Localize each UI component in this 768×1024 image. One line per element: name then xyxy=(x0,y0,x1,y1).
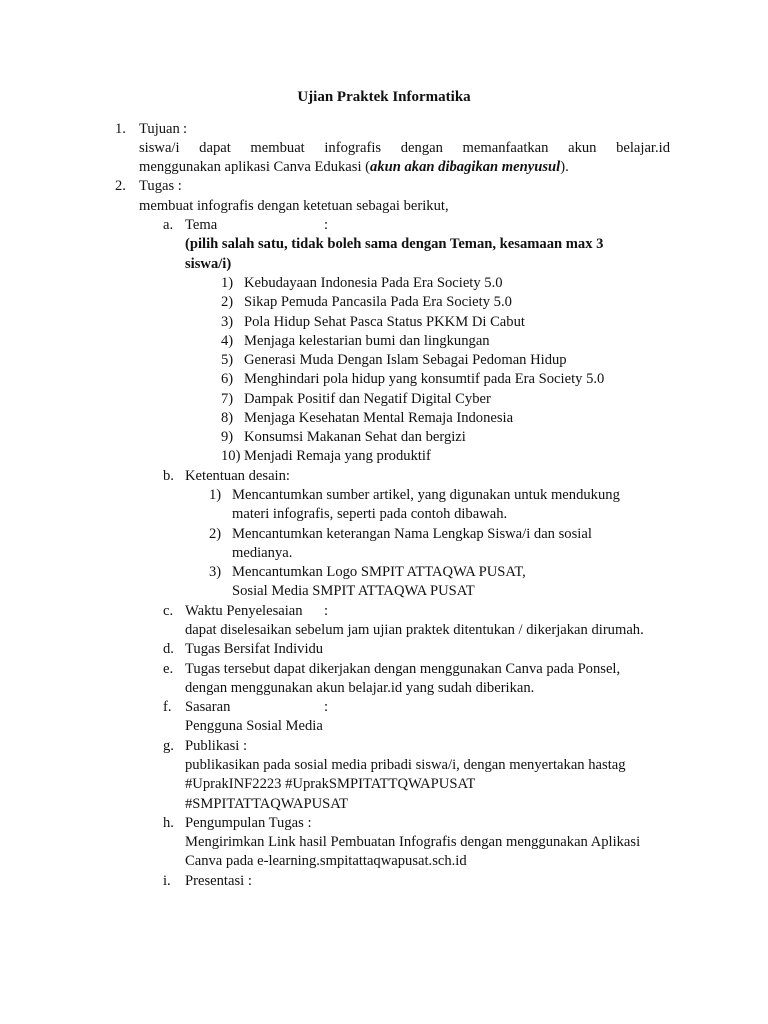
item-d-label: Tugas Bersifat Individu xyxy=(185,641,324,657)
section-1-colon: : xyxy=(183,121,188,137)
design-rule-line-1: Mencantumkan Logo SMPIT ATTAQWA PUSAT, xyxy=(232,564,526,580)
section-1-line-2-end: ). xyxy=(560,159,569,175)
design-rule-line-1: Mencantumkan sumber artikel, yang digunakan untuk mendukung xyxy=(232,487,620,503)
theme-text: Generasi Muda Dengan Islam Sebagai Pedoman Hidup xyxy=(244,352,567,368)
section-1-number: 1. xyxy=(115,121,126,137)
theme-text: Pola Hidup Sehat Pasca Status PKKM Di Cabut xyxy=(244,314,525,330)
design-rule-line-2: medianya. xyxy=(232,545,293,561)
section-1-line-2-text: menggunakan aplikasi Canva Edukasi ( xyxy=(139,159,371,175)
item-i-label: Presentasi : xyxy=(185,873,252,889)
item-i-letter: i. xyxy=(163,873,171,889)
section-2-intro: membuat infografis dengan ketetuan sebagai berikut, xyxy=(139,198,449,214)
theme-number: 7) xyxy=(221,391,234,407)
item-h-letter: h. xyxy=(163,815,174,831)
item-e-line-1: Tugas tersebut dapat dikerjakan dengan menggunakan Canva pada Ponsel, xyxy=(185,661,621,677)
item-h-line-1: Mengirimkan Link hasil Pembuatan Infografis dengan menggunakan Aplikasi xyxy=(185,834,641,850)
document-title: Ujian Praktek Informatika xyxy=(297,89,471,105)
item-h-label: Pengumpulan Tugas : xyxy=(185,815,312,831)
section-1-line-2 xyxy=(139,158,569,177)
item-d-letter: d. xyxy=(163,641,174,657)
theme-number: 1) xyxy=(221,275,234,291)
item-c-label: Waktu Penyelesaian xyxy=(185,603,303,619)
theme-text: Menjaga Kesehatan Mental Remaja Indonesia xyxy=(244,410,514,426)
theme-number: 3) xyxy=(221,314,234,330)
section-2-number: 2. xyxy=(115,178,126,194)
section-2-label: Tugas : xyxy=(139,178,182,194)
item-h-line-2: Canva pada e-learning.smpitattaqwapusat.sch.id xyxy=(185,853,467,869)
design-rule-number: 2) xyxy=(209,526,222,542)
theme-text: Menghindari pola hidup yang konsumtif pada Era Society 5.0 xyxy=(244,371,605,387)
item-a-note-line-1: (pilih salah satu, tidak boleh sama dengan Teman, kesamaan max 3 xyxy=(185,236,604,252)
item-g-letter: g. xyxy=(163,738,174,754)
theme-number: 2) xyxy=(221,294,234,310)
item-a-colon: : xyxy=(324,217,329,233)
theme-number: 6) xyxy=(221,371,234,387)
theme-text: Konsumsi Makanan Sehat dan bergizi xyxy=(244,429,466,445)
design-rule-number: 3) xyxy=(209,564,222,580)
theme-text: Menjaga kelestarian bumi dan lingkungan xyxy=(244,333,490,349)
item-c-letter: c. xyxy=(163,603,174,619)
item-e-letter: e. xyxy=(163,661,174,677)
item-f-letter: f. xyxy=(163,699,172,715)
item-b-label: Ketentuan desain: xyxy=(185,468,290,484)
item-g-hashtags-1: #UprakINF2223 #UprakSMPITATTQWAPUSAT xyxy=(185,776,476,792)
item-f-colon: : xyxy=(324,699,329,715)
theme-number: 4) xyxy=(221,333,234,349)
design-rule-number: 1) xyxy=(209,487,222,503)
theme-text: Kebudayaan Indonesia Pada Era Society 5.0 xyxy=(244,275,503,291)
theme-text: Sikap Pemuda Pancasila Pada Era Society 5.0 xyxy=(244,294,512,310)
design-rule-line-1: Mencantumkan keterangan Nama Lengkap Siswa/i dan sosial xyxy=(232,526,592,542)
theme-number: 9) xyxy=(221,429,234,445)
item-f-text: Pengguna Sosial Media xyxy=(185,718,323,734)
item-a-label: Tema xyxy=(185,217,218,233)
design-rule-line-2: materi infografis, seperti pada contoh dibawah. xyxy=(232,506,508,522)
design-rule-line-2: Sosial Media SMPIT ATTAQWA PUSAT xyxy=(232,583,475,599)
item-c-text: dapat diselesaikan sebelum jam ujian praktek ditentukan / dikerjakan dirumah. xyxy=(185,622,644,638)
section-1-line-1: siswa/i dapat membuat infografis dengan memanfaatkan akun belajar.id xyxy=(139,140,670,156)
item-a-note-line-2: siswa/i) xyxy=(185,256,232,272)
item-a-letter: a. xyxy=(163,217,174,233)
item-g-hashtags-2: #SMPITATTAQWAPUSAT xyxy=(185,796,349,812)
item-e-line-2: dengan menggunakan akun belajar.id yang sudah diberikan. xyxy=(185,680,535,696)
item-c-colon: : xyxy=(324,603,329,619)
section-1-emphasis: akun akan dibagikan menyusul xyxy=(370,159,561,175)
item-g-label: Publikasi : xyxy=(185,738,248,754)
theme-text: Dampak Positif dan Negatif Digital Cyber xyxy=(244,391,491,407)
theme-text: Menjadi Remaja yang produktif xyxy=(244,448,431,464)
item-f-label: Sasaran xyxy=(185,699,231,715)
theme-number: 10) xyxy=(221,448,241,464)
section-1-label: Tujuan xyxy=(139,121,180,137)
theme-number: 8) xyxy=(221,410,234,426)
theme-number: 5) xyxy=(221,352,234,368)
item-b-letter: b. xyxy=(163,468,174,484)
item-g-line-1: publikasikan pada sosial media pribadi siswa/i, dengan menyertakan hastag xyxy=(185,757,626,773)
